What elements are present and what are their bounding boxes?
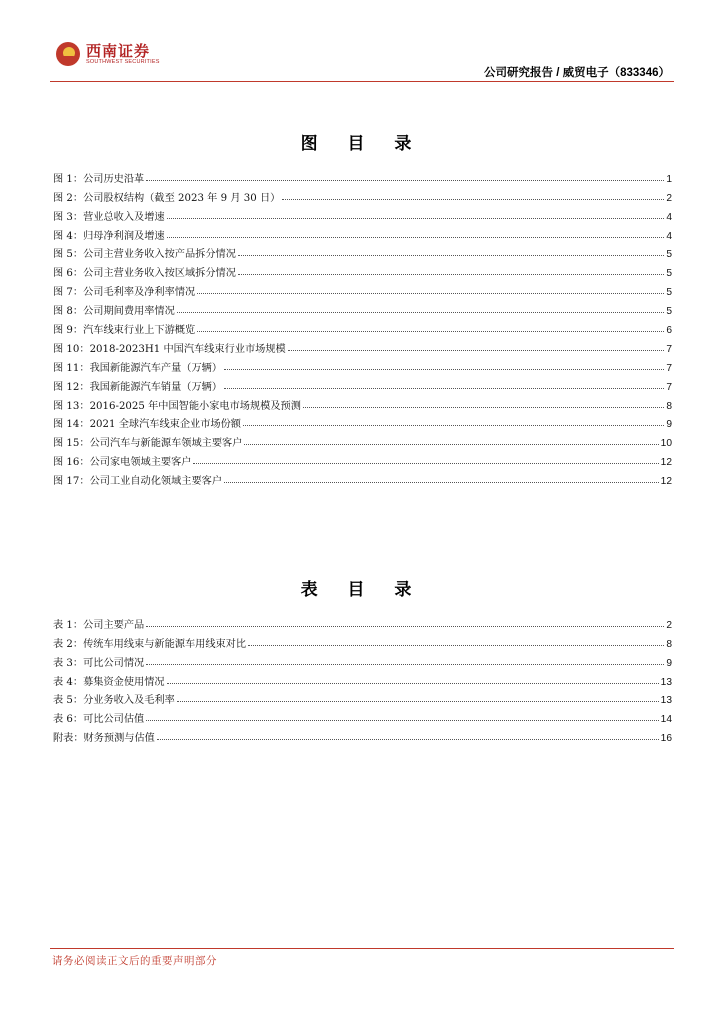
toc-entry-page-number: 5 [666,249,672,261]
toc-leader-dots [167,683,659,684]
toc-entry-label: 表 5：分业务收入及毛利率 [53,695,175,707]
toc-leader-dots [288,350,665,351]
toc-leader-dots [248,645,664,646]
toc-entry-page-number: 7 [666,362,672,374]
table-toc-entry[interactable] [53,612,672,631]
toc-entry-label: 图 1：公司历史沿革 [53,173,145,185]
toc-leader-dots [244,444,658,445]
table-toc-entry[interactable] [53,725,672,744]
toc-entry-label: 图 15：公司汽车与新能源车领域主要客户 [53,438,243,450]
figure-toc-entry[interactable] [53,374,672,393]
report-title: 公司研究报告 / 威贸电子（833346） [484,67,670,79]
toc-entry-page-number: 13 [660,676,672,688]
toc-leader-dots [238,274,664,275]
toc-entry-page-number: 7 [666,343,672,355]
table-toc-entry[interactable] [53,688,672,707]
toc-entry-page-number: 7 [666,381,672,393]
toc-entry-page-number: 1 [666,173,672,185]
toc-entry-label: 图 16：公司家电领域主要客户 [53,457,192,469]
toc-entry-page-number: 12 [660,476,672,488]
tables-toc [53,612,672,744]
figure-toc-entry[interactable] [53,298,672,317]
toc-entry-page-number: 5 [666,268,672,280]
figure-toc-entry[interactable] [53,412,672,431]
toc-entry-page-number: 9 [666,657,672,669]
toc-entry-page-number: 12 [660,457,672,469]
table-toc-entry[interactable] [53,706,672,725]
toc-leader-dots [177,312,665,313]
figures-toc [53,166,672,487]
figure-toc-entry[interactable] [53,449,672,468]
figure-toc-entry[interactable] [53,223,672,242]
toc-leader-dots [243,425,664,426]
toc-entry-label: 图 6：公司主营业务收入按区域拆分情况 [53,268,236,280]
figure-toc-entry[interactable] [53,468,672,487]
toc-leader-dots [146,180,664,181]
toc-entry-page-number: 16 [660,733,672,745]
logo-cn-text: 西南证券 [86,41,151,60]
toc-leader-dots [224,482,659,483]
company-logo [56,42,160,66]
figure-toc-entry[interactable] [53,242,672,261]
toc-leader-dots [167,237,665,238]
toc-entry-label: 表 2：传统车用线束与新能源车用线束对比 [53,638,247,650]
footer-disclaimer: 请务必阅读正文后的重要声明部分 [52,955,217,967]
figure-toc-entry[interactable] [53,355,672,374]
toc-entry-label: 图 12：我国新能源汽车销量（万辆） [53,381,223,393]
toc-entry-label: 表 1：公司主要产品 [53,619,145,631]
figure-toc-entry[interactable] [53,166,672,185]
toc-entry-page-number: 13 [660,695,672,707]
figure-toc-entry[interactable] [53,430,672,449]
toc-entry-label: 图 10：2018-2023H1 中国汽车线束行业市场规模 [53,343,286,355]
toc-entry-label: 表 6：可比公司估值 [53,714,145,726]
toc-entry-label: 图 4：归母净利润及增速 [53,230,165,242]
toc-leader-dots [177,701,659,702]
table-toc-entry[interactable] [53,669,672,688]
toc-entry-page-number: 2 [666,619,672,631]
figure-toc-entry[interactable] [53,185,672,204]
toc-leader-dots [157,739,659,740]
toc-entry-page-number: 9 [666,419,672,431]
toc-leader-dots [167,218,665,219]
toc-leader-dots [224,388,664,389]
toc-leader-dots [303,407,664,408]
footer-divider [50,948,674,949]
toc-entry-page-number: 10 [660,438,672,450]
toc-entry-label: 表 3：可比公司情况 [53,657,145,669]
toc-leader-dots [282,199,664,200]
toc-entry-page-number: 6 [666,325,672,337]
page-header [50,40,674,82]
toc-entry-label: 表 4：募集资金使用情况 [53,676,165,688]
toc-leader-dots [193,463,658,464]
toc-entry-label: 图 2：公司股权结构（截至 2023 年 9 月 30 日） [53,192,281,204]
toc-entry-page-number: 8 [666,638,672,650]
toc-entry-label: 附表：财务预测与估值 [53,733,155,745]
toc-entry-page-number: 2 [666,192,672,204]
toc-entry-page-number: 8 [666,400,672,412]
toc-leader-dots [146,720,658,721]
logo-en-text: SOUTHWEST SECURITIES [86,58,160,65]
toc-entry-label: 图 8：公司期间费用率情况 [53,306,175,318]
toc-leader-dots [146,664,664,665]
logo-mark-icon [56,42,80,66]
toc-leader-dots [146,626,664,627]
toc-entry-page-number: 5 [666,306,672,318]
table-toc-entry[interactable] [53,650,672,669]
toc-entry-label: 图 5：公司主营业务收入按产品拆分情况 [53,249,236,261]
toc-entry-label: 图 3：营业总收入及增速 [53,211,165,223]
figure-toc-entry[interactable] [53,393,672,412]
toc-entry-label: 图 9：汽车线束行业上下游概览 [53,325,196,337]
figure-toc-entry[interactable] [53,260,672,279]
toc-entry-page-number: 4 [666,211,672,223]
toc-entry-page-number: 14 [660,714,672,726]
toc-entry-label: 图 17：公司工业自动化领域主要客户 [53,476,223,488]
toc-entry-label: 图 13：2016-2025 年中国智能小家电市场规模及预测 [53,400,301,412]
figure-toc-entry[interactable] [53,279,672,298]
figure-toc-entry[interactable] [53,317,672,336]
toc-entry-label: 图 14：2021 全球汽车线束企业市场份额 [53,419,241,431]
tables-heading: 表 目 录 [300,580,424,600]
toc-entry-label: 图 7：公司毛利率及净利率情况 [53,287,196,299]
figure-toc-entry[interactable] [53,336,672,355]
figures-heading: 图 目 录 [300,134,424,154]
header-divider [50,81,674,82]
toc-leader-dots [197,331,664,332]
toc-leader-dots [197,293,664,294]
toc-entry-page-number: 4 [666,230,672,242]
toc-entry-page-number: 5 [666,287,672,299]
toc-entry-label: 图 11：我国新能源汽车产量（万辆） [53,362,223,374]
figure-toc-entry[interactable] [53,204,672,223]
toc-leader-dots [238,255,664,256]
toc-leader-dots [224,369,664,370]
table-toc-entry[interactable] [53,631,672,650]
